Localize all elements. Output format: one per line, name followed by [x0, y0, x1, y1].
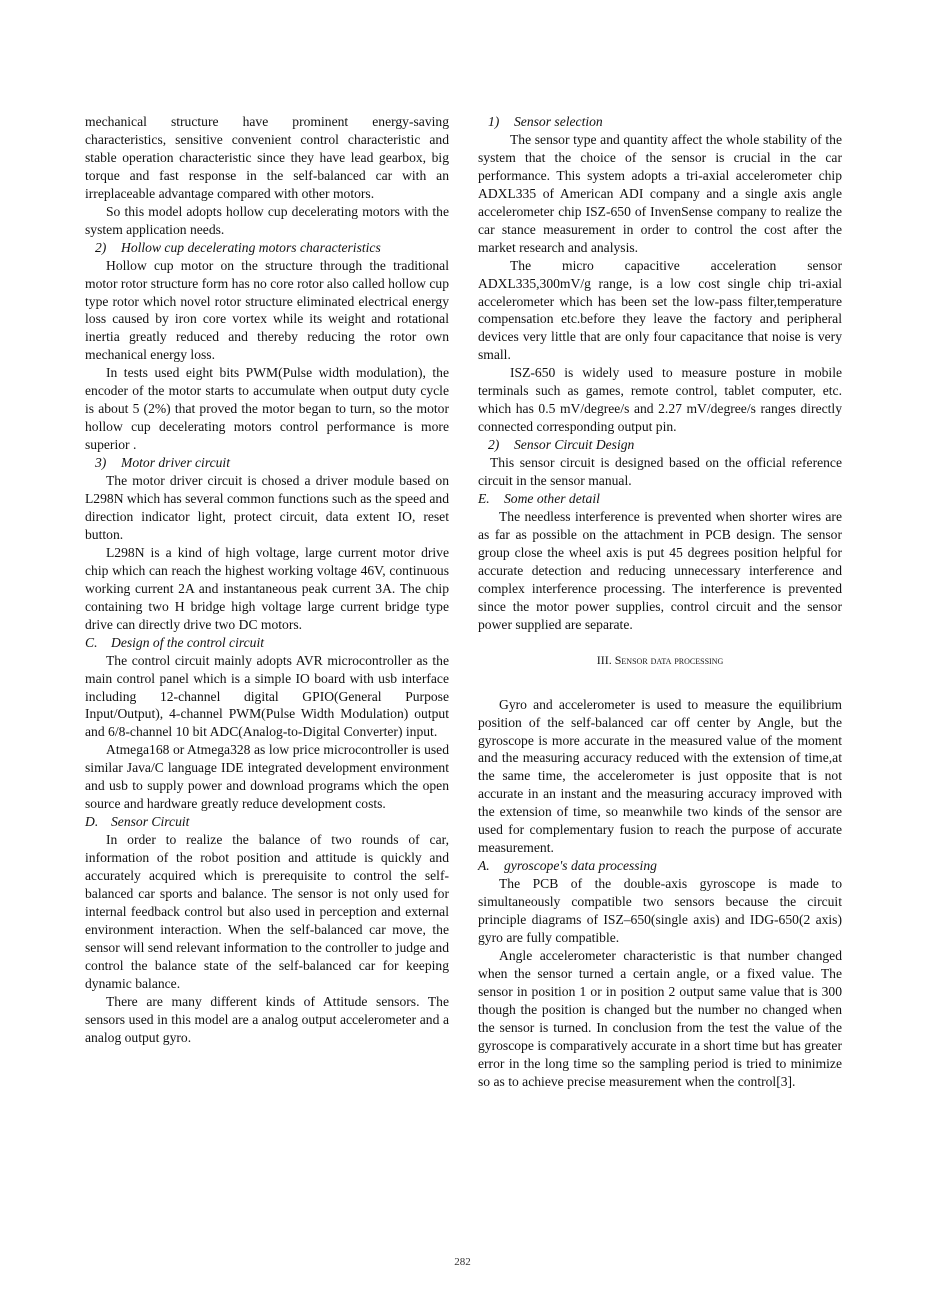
- paragraph: In order to realize the balance of two rounds of car, information of the robot position and attitude is quickly and accurately acquired which is prerequisite to control the self-balanced car sports and balance. The sensor is not only used for internal feedback control but also used in perception and external environment interaction. When the self-balanced car move, the sensor will send relevant information to the controller to judge and control the balance state of the self-balanced car for keeping dynamic balance.: [85, 832, 449, 991]
- paragraph: The PCB of the double-axis gyroscope is made to simultaneously compatible two sensors because the circuit principle diagrams of ISZ–650(single axis) and IDG-650(2 axis) gyro are fully compatible.: [478, 876, 842, 945]
- heading-title: gyroscope's data processing: [504, 858, 657, 874]
- heading-title: Hollow cup decelerating motors characteristics: [121, 239, 381, 255]
- heading-number: E.: [478, 491, 490, 507]
- section-heading: [478, 490, 842, 508]
- paragraph: mechanical structure have prominent energy-saving characteristics, sensitive convenient control characteristic and stable operation characteristic since they have lead gearbox, big torque and fast response in the self-balanced car with an irreplaceable advantage compared with other motors.: [85, 114, 449, 201]
- paragraph: In tests used eight bits PWM(Pulse width modulation), the encoder of the motor starts to accumulate when output duty cycle is about 5 (2%) that proved the motor began to turn, so the motor hollow cup decelerating motors control performance is more superior .: [85, 365, 449, 453]
- heading-number: 2): [488, 437, 500, 453]
- heading-title: Sensor data processing: [614, 652, 724, 667]
- heading-number: 2): [95, 239, 107, 255]
- paragraph: Atmega168 or Atmega328 as low price microcontroller is used similar Java/C language IDE integrated development environment and usb to supply power and download programs which the open source and hardware greatly reduce development costs.: [85, 742, 449, 812]
- subsection-heading: [85, 454, 449, 472]
- paragraph: The sensor type and quantity affect the whole stability of the system that the choice of the sensor is crucial in the car performance. This system adopts a tri-axial accelerometer chip ADXL335 of American ADI company and a single axis angle accelerometer chip ISZ-650 of InvenSense company to realize the car stance measurement in order to control the cost after the market research and analysis.: [478, 131, 842, 255]
- heading-number: 3): [95, 455, 107, 471]
- paragraph: This sensor circuit is designed based on the official reference circuit in the sensor manual.: [478, 455, 842, 489]
- subsection-heading: [478, 436, 842, 454]
- section-heading: [478, 857, 842, 875]
- heading-title: Design of the control circuit: [111, 634, 265, 650]
- section-heading: [85, 813, 449, 831]
- right-column: [478, 113, 842, 1091]
- paragraph: ISZ-650 is widely used to measure posture in mobile terminals such as games, remote control, tablet computer, etc. which has 0.5 mV/degree/s and 2.27 mV/degree/s ranges directly connected corresponding output pin.: [478, 365, 842, 435]
- paragraph: So this model adopts hollow cup decelerating motors with the system application needs.: [85, 203, 449, 237]
- heading-title: Motor driver circuit: [121, 455, 230, 471]
- section-heading-roman: [478, 652, 842, 670]
- heading-number: A.: [478, 858, 490, 874]
- paragraph: The motor driver circuit is chosed a driver module based on L298N which has several common functions such as the speed and direction indicator light, protect circuit, data extent IO, reset button.: [85, 473, 449, 542]
- paragraph: Angle accelerometer characteristic is that number changed when the sensor turned a certain angle, or a fixed value. The sensor in position 1 or in position 2 output same value that is 300 though the position is changed but the number no changed when the sensor is turned. In conclusion from the test the value of the gyroscope is comparatively accurate in a short time but has greater error in the long time so the sampling period is tried to minimize so as to achieve precise measurement when the control[3].: [478, 947, 842, 1089]
- paragraph: There are many different kinds of Attitude sensors. The sensors used in this model are a analog output accelerometer and a analog output gyro.: [85, 993, 449, 1045]
- left-column: [85, 113, 449, 1047]
- subsection-heading: [478, 113, 842, 131]
- heading-number: D.: [85, 814, 99, 830]
- heading-title: Sensor selection: [514, 114, 603, 129]
- paragraph: L298N is a kind of high voltage, large current motor drive chip which can reach the highest working voltage 46V, continuous working current 2A and instantaneous peak current 3A. The chip containing two H bridge high voltage large current bridge type drive can directly drive two DC motors.: [85, 544, 449, 632]
- heading-number: III.: [596, 652, 612, 667]
- paragraph: The needless interference is prevented when shorter wires are as far as possible on the attachment in PCB design. The sensor group close the wheel axis is put 45 degrees position helpful for accurate detection and reducing unnecessary interference and complex interference processing. The interference is prevented since the motor power supplies, control circuit and the sensor power supplied are separate.: [478, 508, 842, 632]
- heading-number: 1): [488, 114, 500, 129]
- page-number: 282: [454, 1256, 471, 1268]
- paragraph: Hollow cup motor on the structure through the traditional motor rotor structure form has no core rotor also called hollow cup type rotor which novel rotor structure eliminated electrical energy loss caused by iron core vortex while its weight and rotational inertia greatly reduced and thereby reducing the rotor own mechanical energy loss.: [85, 257, 449, 363]
- section-heading: [85, 634, 449, 652]
- heading-title: Sensor Circuit: [111, 814, 190, 830]
- paragraph: Gyro and accelerometer is used to measure the equilibrium position of the self-balanced car off center by Angle, but the gyroscope is more accurate in the measured value of the moment and the measuring accuracy reduced with the extension of time,at the same time, the accelerometer is just opposite that is not accurate in an instant and the measuring accuracy improved with the extension of time, so meanwhile two kinds of the sensor are used for complementary fusion to reach the purpose of accurate measurement.: [478, 696, 842, 856]
- heading-title: Sensor Circuit Design: [514, 437, 635, 453]
- subsection-heading: [85, 239, 449, 257]
- paragraph: The micro capacitive acceleration sensor ADXL335,300mV/g range, is a low cost single chip tri-axial accelerometer which has been set the low-pass filter,temperature compensation etc.before they leave the factory and peripheral devices very little that are only four capacitance that noise is very small.: [478, 257, 842, 363]
- paragraph: The control circuit mainly adopts AVR microcontroller as the main control panel which is a simple IO board with usb interface including 12-channel digital GPIO(General Purpose Input/Output), 4-channel PWM(Pulse Width Modulation) output and 6/8-channel 10 bit ADC(Analog-to-Digital Converter) input.: [85, 652, 449, 740]
- heading-title: Some other detail: [504, 491, 600, 507]
- heading-number: C.: [85, 634, 98, 650]
